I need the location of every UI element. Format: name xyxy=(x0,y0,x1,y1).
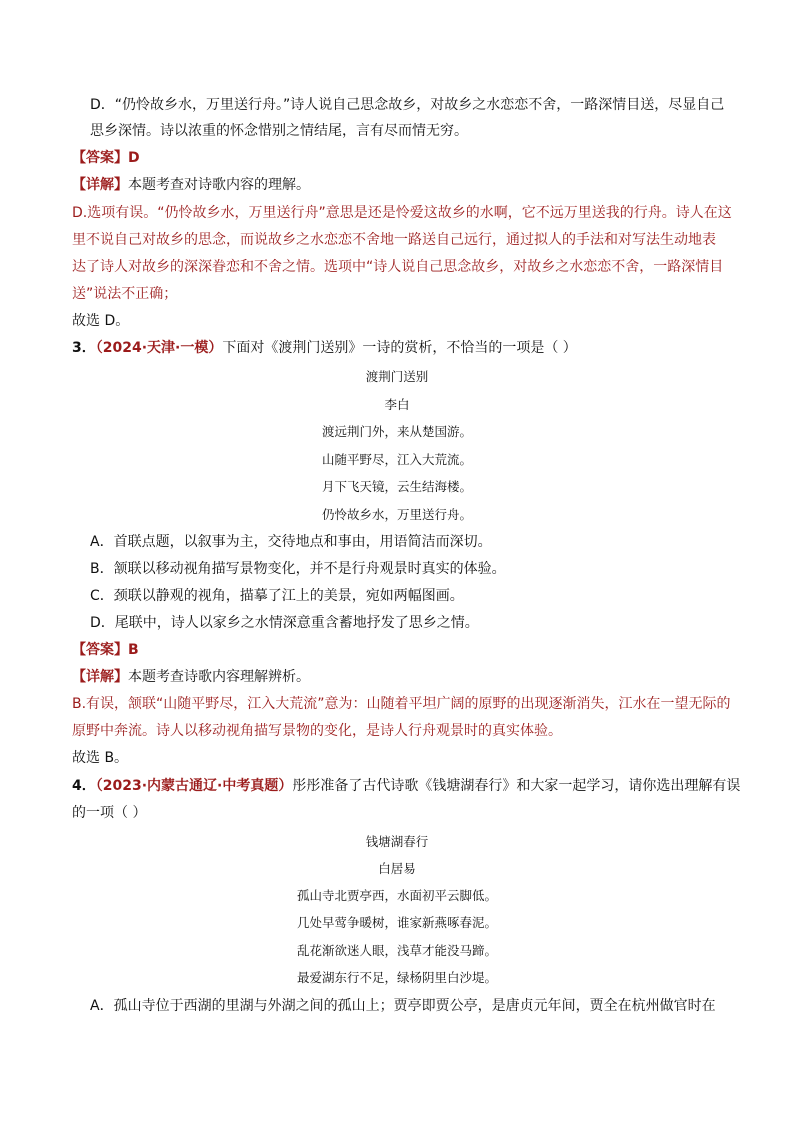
detail-row xyxy=(72,175,310,195)
poem-line: 仍怜故乡水，万里送行舟。 xyxy=(321,507,472,522)
analysis-line: 达了诗人对故乡的深深眷恋和不舍之情。选项中“诗人说自己思念故乡，对故乡之水恋恋不舍，一路深情目 xyxy=(72,259,724,275)
poem-line: 山随平野尽，江入大荒流。 xyxy=(321,452,472,467)
poem-line: 几处早莺争暖树，谁家新燕啄春泥。 xyxy=(296,915,497,930)
analysis-line: 里不说自己对故乡的思念，而说故乡之水恋恋不舍地一路送自己远行，通过拟人的手法和对写法生动地表 xyxy=(72,232,716,248)
question-4-stem-cont: 的一项（ ） xyxy=(72,805,147,821)
poem-line: 孤山寺北贾亭西，水面初平云脚低。 xyxy=(296,888,497,903)
answer-value: B xyxy=(128,642,139,658)
question-text: 彤彤准备了古代诗歌《钱塘湖春行》和大家一起学习，请你选出理解有误 xyxy=(292,778,741,794)
analysis-line: B.有误，颔联“山随平野尽，江入大荒流”意为：山随着平坦广阔的原野的出现逐渐消失，江水在一望无际的 xyxy=(72,696,731,712)
option-d: D．尾联中，诗人以家乡之水情深意重含蓄地抒发了思乡之情。 xyxy=(90,615,479,631)
question-3-stem xyxy=(72,338,577,358)
answer-label: 【答案】 xyxy=(72,150,128,166)
analysis-line: D.选项有误。“仍怜故乡水，万里送行舟”意思是还是怜爱这故乡的水啊，它不远万里送我的行舟。诗人在这 xyxy=(72,205,732,221)
option-d-text: D．“仍怜故乡水，万里送行舟。”诗人说自己思念故乡，对故乡之水恋恋不舍，一路深情目送，尽显自己 xyxy=(90,97,725,113)
answer-label: 【答案】 xyxy=(72,642,128,658)
analysis-line: 原野中奔流。诗人以移动视角描写景物的变化，是诗人行舟观景时的真实体验。 xyxy=(72,723,562,739)
option-d-text-cont: 思乡深情。诗以浓重的怀念惜别之情结尾，言有尽而情无穷。 xyxy=(90,123,468,139)
question-source: （2024·天津·一模） xyxy=(95,340,223,356)
question-number: 4． xyxy=(72,778,96,794)
detail-text: 本题考查对诗歌内容的理解。 xyxy=(128,177,310,193)
poem-author: 白居易 xyxy=(378,861,416,876)
poem-title: 渡荆门送别 xyxy=(365,369,429,384)
option-a: A．首联点题，以叙事为主，交待地点和事由，用语简洁而深切。 xyxy=(90,534,492,550)
conclusion: 故选 D。 xyxy=(72,313,130,329)
poem-line: 月下飞天镜，云生结海楼。 xyxy=(321,479,472,494)
option-b: B．颔联以移动视角描写景物变化，并不是行舟观景时真实的体验。 xyxy=(90,561,506,577)
question-source: （2023·内蒙古通辽·中考真题） xyxy=(95,778,293,794)
poem-line: 乱花渐欲迷人眼，浅草才能没马蹄。 xyxy=(296,943,497,958)
option-c: C．颈联以静观的视角，描摹了江上的美景，宛如两幅图画。 xyxy=(90,588,464,604)
poem-title: 钱塘湖春行 xyxy=(365,834,429,849)
detail-label: 【详解】 xyxy=(72,669,128,685)
question-4-stem xyxy=(72,776,740,796)
detail-row xyxy=(72,667,310,687)
question-number: 3． xyxy=(72,340,96,356)
answer-value: D xyxy=(128,150,140,166)
answer-row xyxy=(72,640,139,660)
analysis-line: 送”说法不正确； xyxy=(72,286,178,302)
poem-line: 最爱湖东行不足，绿杨阴里白沙堤。 xyxy=(296,970,497,985)
detail-label: 【详解】 xyxy=(72,177,128,193)
poem-line: 渡远荆门外，来从楚国游。 xyxy=(321,424,472,439)
detail-text: 本题考查诗歌内容理解辨析。 xyxy=(128,669,310,685)
conclusion: 故选 B。 xyxy=(72,750,129,766)
answer-row xyxy=(72,148,140,168)
poem-author: 李白 xyxy=(384,397,410,412)
question-text: 下面对《渡荆门送别》一诗的赏析，不恰当的一项是（ ） xyxy=(222,340,577,356)
option-a: A．孤山寺位于西湖的里湖与外湖之间的孤山上；贾亭即贾公亭，是唐贞元年间，贾全在杭州做官时在 xyxy=(90,998,716,1014)
